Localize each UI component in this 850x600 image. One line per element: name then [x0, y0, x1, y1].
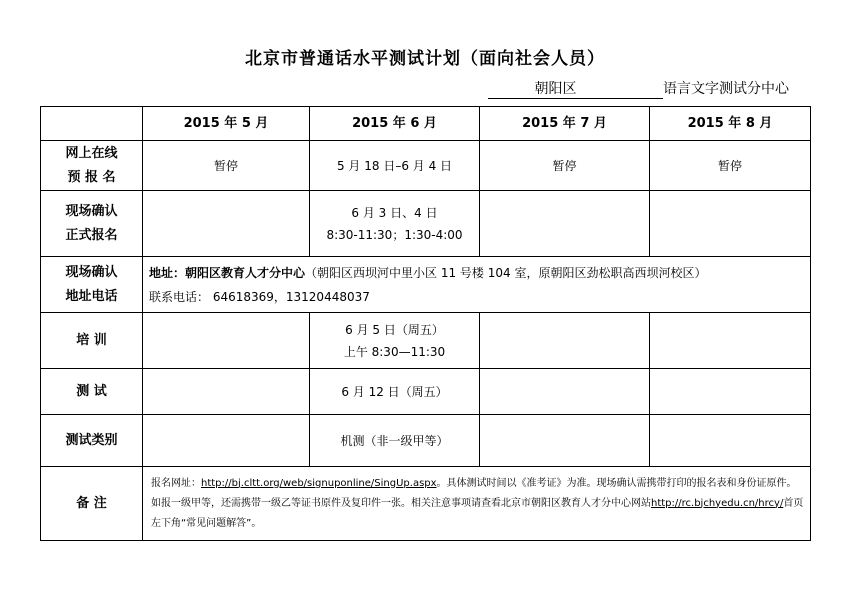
remarks-cell — [143, 467, 811, 541]
cell-july — [480, 415, 650, 467]
row-label — [41, 257, 143, 313]
remarks-row — [41, 467, 811, 541]
cell-august: 暂停 — [650, 141, 811, 191]
signup-link[interactable]: http://bj.cltt.org/web/signuponline/SingUp.aspx — [201, 477, 437, 489]
district-name: 朝阳区 — [488, 81, 663, 99]
row-label-line: 现场确认 — [65, 264, 118, 280]
row-label-line: 网上在线 — [65, 145, 118, 161]
month-header: 2015 年 6 月 — [310, 107, 480, 141]
faq-site-link[interactable]: http://rc.bjchyedu.cn/hrcy/ — [651, 497, 784, 509]
cell-line: 6 月 5 日（周五） — [345, 322, 444, 337]
row-label-line: 正式报名 — [65, 227, 118, 243]
month-header: 2015 年 5 月 — [143, 107, 310, 141]
cell-june: 6 月 12 日（周五） — [310, 369, 480, 415]
type-row — [41, 415, 811, 467]
remarks-text: 。具体测试时间以《准考证》为准。现场确认需携带打印的报名表和身份证原件。如报一级甲等，还需携带一级乙等证书原件及复印件一张。相关注意事项请查看北京市朝阳区教育人才分中心网站 — [151, 477, 797, 509]
cell-line: 6 月 3 日、4 日 — [351, 205, 438, 220]
cell-may — [143, 369, 310, 415]
cell-may — [143, 313, 310, 369]
remarks-text: 首页左下角“常见问题解答”。 — [151, 497, 804, 529]
cell-june: 机测（非一级甲等） — [310, 415, 480, 467]
address-cell — [143, 257, 811, 313]
address-row — [41, 257, 811, 313]
cell-august — [650, 313, 811, 369]
row-label-line: 预 报 名 — [67, 169, 116, 185]
month-header: 2015 年 7 月 — [480, 107, 650, 141]
cell-august — [650, 369, 811, 415]
cell-may — [143, 191, 310, 257]
cell-august — [650, 415, 811, 467]
center-line — [488, 81, 789, 99]
center-suffix: 语言文字测试分中心 — [663, 81, 789, 97]
cell-may: 暂停 — [143, 141, 310, 191]
cell-may — [143, 415, 310, 467]
cell-line: 8:30-11:30；1:30-4:00 — [326, 227, 463, 242]
online-row — [41, 141, 811, 191]
cell-july — [480, 191, 650, 257]
header-row — [41, 107, 811, 141]
test-schedule-table — [40, 106, 811, 541]
row-label: 备 注 — [41, 467, 143, 541]
row-label — [41, 191, 143, 257]
cell-june: 5 月 18 日–6 月 4 日 — [310, 141, 480, 191]
month-header: 2015 年 8 月 — [650, 107, 811, 141]
address-label: 地址：朝阳区教育人才分中心 — [149, 265, 306, 280]
cell-july — [480, 369, 650, 415]
cell-june — [310, 191, 480, 257]
row-label — [41, 141, 143, 191]
cell-august — [650, 191, 811, 257]
confirm-row — [41, 191, 811, 257]
phone-text: 联系电话： 64618369，13120448037 — [149, 289, 370, 304]
row-label: 培 训 — [41, 313, 143, 369]
cell-july — [480, 313, 650, 369]
cell-july: 暂停 — [480, 141, 650, 191]
cell-line: 上午 8:30—11:30 — [343, 344, 446, 359]
page-title: 北京市普通话水平测试计划（面向社会人员） — [245, 49, 605, 69]
row-label: 测 试 — [41, 369, 143, 415]
test-row — [41, 369, 811, 415]
corner-cell — [41, 107, 143, 141]
remarks-text: 报名网址： — [151, 477, 201, 489]
training-row — [41, 313, 811, 369]
row-label: 测试类别 — [41, 415, 143, 467]
row-label-line: 地址电话 — [65, 288, 118, 304]
cell-june — [310, 313, 480, 369]
address-detail: （朝阳区西坝河中里小区 11 号楼 104 室，原朝阳区劲松职高西坝河校区） — [305, 265, 707, 280]
row-label-line: 现场确认 — [65, 203, 118, 219]
